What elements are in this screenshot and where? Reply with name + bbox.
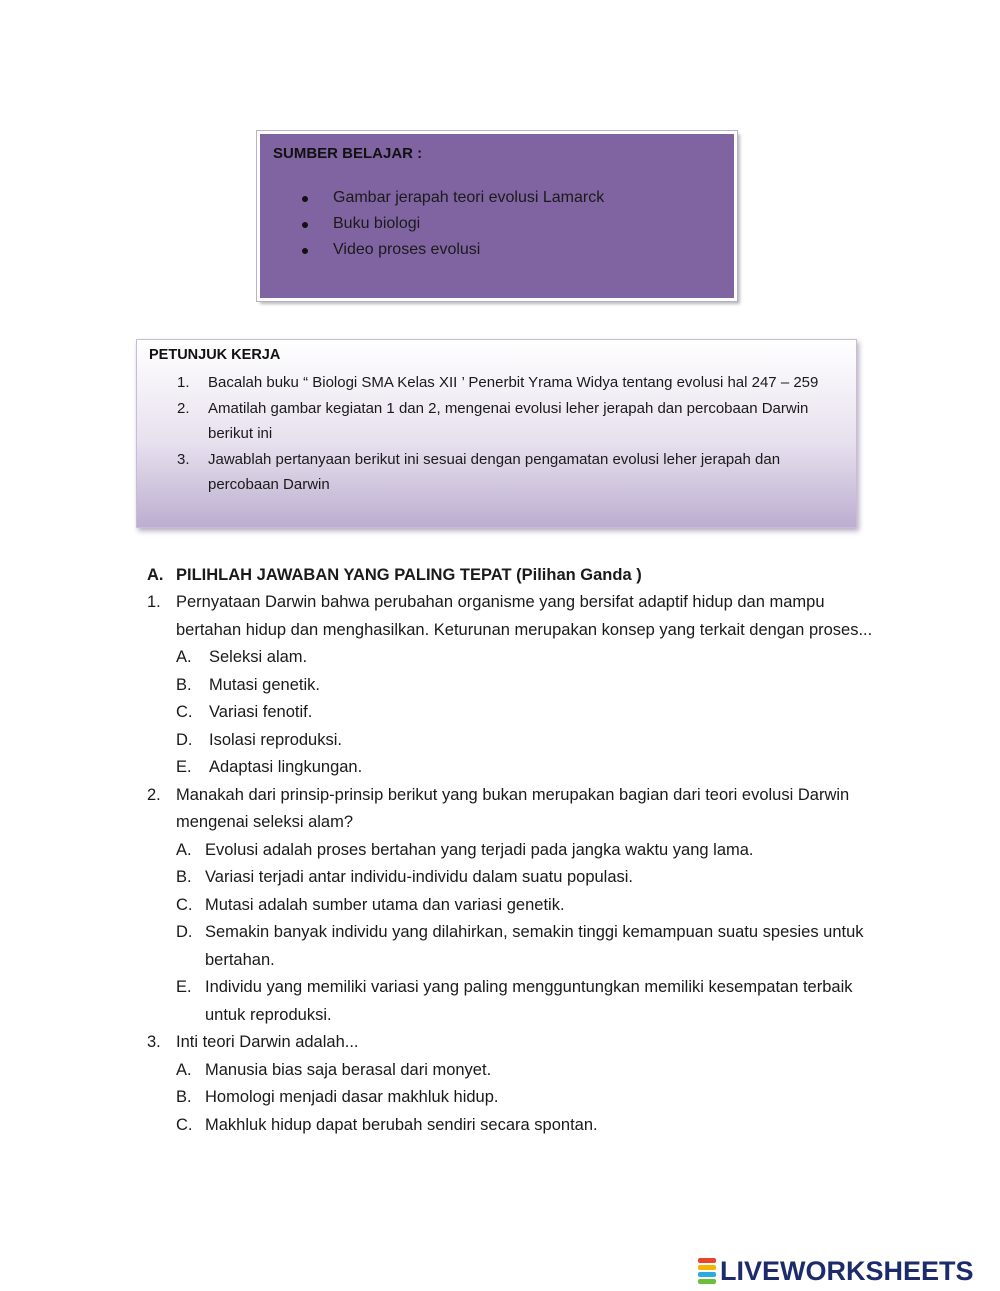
petunjuk-kerja-box: [136, 339, 857, 528]
sumber-belajar-box: [257, 131, 737, 301]
answer-option[interactable]: B. Homologi menjadi dasar makhluk hidup.: [176, 1088, 499, 1106]
logo-bar: [698, 1258, 716, 1263]
question-2: 2. Manakah dari prinsip-prinsip berikut yang bukan merupakan bagian dari teori evolusi Darwin mengenai seleksi alam? A. Evolusi adalah proses bertahan yang terjadi pada jangka waktu yang lama. B. Variasi terjadi antar individu-individu dalam suatu populasi. C. Mutasi adalah sumber utama dan variasi genetik. D. Semakin banyak individu yang dilahirkan, semakin tinggi kemampuan suatu spesies untuk bertahan. E. Individu yang memiliki variasi yang paling mengguntungkan memiliki kesempatan terbaik untuk reproduksi.: [147, 782, 887, 1030]
options-list: [176, 644, 887, 782]
petunjuk-kerja-title: PETUNJUK KERJA: [149, 347, 281, 363]
options-list: [176, 837, 887, 1030]
section-a: [147, 562, 887, 1139]
section-heading: A. PILIHLAH JAWABAN YANG PALING TEPAT (Pilihan Ganda ): [147, 566, 642, 584]
options-list: [176, 1057, 887, 1140]
answer-option[interactable]: A. Seleksi alam.: [176, 648, 308, 666]
answer-option[interactable]: B. Mutasi genetik.: [176, 675, 320, 694]
question-text: Pernyataan Darwin bahwa perubahan organisme yang bersifat adaptif hidup dan mampu bertahan hidup dan menghasilkan. Keturunan merupakan konsep yang terkait dengan proses...: [176, 593, 873, 639]
question-1: 1. Pernyataan Darwin bahwa perubahan organisme yang bersifat adaptif hidup dan mampu bertahan hidup dan menghasilkan. Keturunan merupakan konsep yang terkait dengan proses... A. Seleksi alam. B. Mutasi genetik. C. Variasi fenotif. D. Isolasi reproduksi. E. Adaptasi lingkungan.: [147, 589, 887, 782]
question-text: Manakah dari prinsip-prinsip berikut yang bukan merupakan bagian dari teori evolusi Darwin mengenai seleksi alam?: [176, 785, 850, 831]
bullet-icon: [302, 196, 308, 202]
answer-option[interactable]: E. Individu yang memiliki variasi yang paling mengguntungkan memiliki kesempatan terbaik untuk reproduksi.: [176, 978, 853, 1024]
list-item: 1. Bacalah buku “ Biologi SMA Kelas XII ’ Penerbit Yrama Widya tentang evolusi hal 247 – 259: [177, 374, 819, 391]
bullet-icon: [302, 248, 308, 254]
answer-option[interactable]: E. Adaptasi lingkungan.: [176, 758, 363, 776]
logo-icon: [698, 1257, 716, 1285]
logo-text: LIVEWORKSHEETS: [720, 1255, 974, 1286]
logo-bar: [698, 1265, 716, 1270]
list-item: 2. Amatilah gambar kegiatan 1 dan 2, mengenai evolusi leher jerapah dan percobaan Darwin berikut ini: [177, 399, 809, 442]
list-item: 3. Jawablah pertanyaan berikut ini sesuai dengan pengamatan evolusi leher jerapah dan percobaan Darwin: [177, 450, 781, 493]
answer-option[interactable]: D. Isolasi reproduksi.: [176, 730, 342, 749]
list-item: Gambar jerapah teori evolusi Lamarck: [302, 185, 604, 211]
answer-option[interactable]: B. Variasi terjadi antar individu-individu dalam suatu populasi.: [176, 868, 634, 886]
answer-option[interactable]: C. Makhluk hidup dapat berubah sendiri secara spontan.: [176, 1115, 598, 1134]
question-text: Inti teori Darwin adalah...: [176, 1033, 359, 1051]
logo-bar: [698, 1279, 716, 1284]
answer-option[interactable]: A. Evolusi adalah proses bertahan yang terjadi pada jangka waktu yang lama.: [176, 840, 754, 859]
liveworksheets-logo[interactable]: [698, 1254, 974, 1288]
answer-option[interactable]: D. Semakin banyak individu yang dilahirkan, semakin tinggi kemampuan suatu spesies untuk bertahan.: [176, 923, 864, 969]
question-3: 3. Inti teori Darwin adalah... A. Manusia bias saja berasal dari monyet. B. Homologi menjadi dasar makhluk hidup. C. Makhluk hidup dapat berubah sendiri secara spontan.: [147, 1029, 887, 1139]
sumber-belajar-list: [302, 185, 604, 263]
petunjuk-kerja-list: [177, 370, 845, 498]
answer-option[interactable]: C. Variasi fenotif.: [176, 703, 313, 721]
bullet-icon: [302, 222, 308, 228]
list-item: Video proses evolusi: [302, 237, 604, 263]
answer-option[interactable]: A. Manusia bias saja berasal dari monyet.: [176, 1060, 492, 1079]
answer-option[interactable]: C. Mutasi adalah sumber utama dan variasi genetik.: [176, 895, 565, 914]
list-item: Buku biologi: [302, 211, 604, 237]
sumber-belajar-title: SUMBER BELAJAR :: [273, 145, 423, 162]
logo-bar: [698, 1272, 716, 1277]
